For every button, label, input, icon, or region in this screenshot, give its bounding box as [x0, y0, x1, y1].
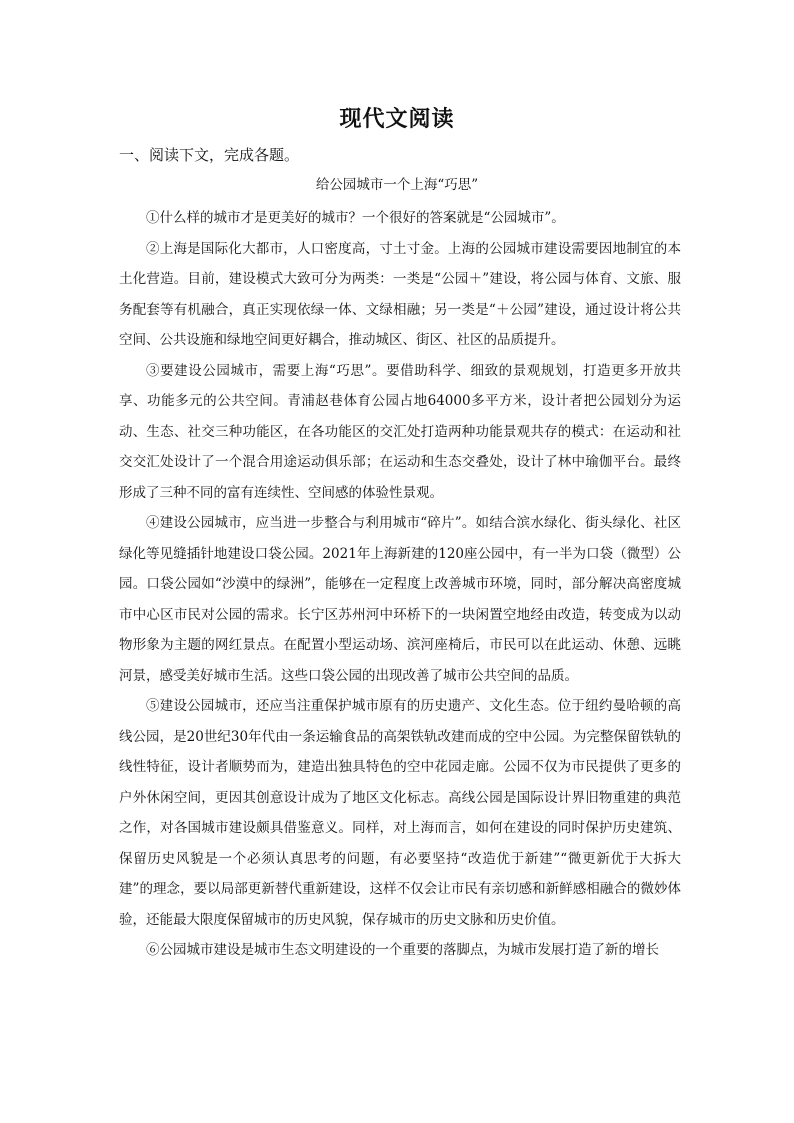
article-title: 给公园城市一个上海“巧思” [315, 177, 479, 193]
paragraph-5: ⑤建设公园城市，还应当注重保护城市原有的历史遗产、文化生态。位于纽约曼哈顿的高线公园，是20世纪30年代由一条运输食品的高架铁轨改建而成的空中公园。为完整保留铁轨的线性特征，设计者顺势而为，建造出独具特色的空中花园走廊。公园不仅为市民提供了更多的户外休闲空间，更因其创意设计成为了地区文化标志。高线公园是国际设计界旧物重建的典范之作，对各国城市建设颇具借鉴意义。同样，对上海而言，如何在建设的同时保护历史建筑、保留历史风貌是一个必须认真思考的问题，有必要坚持“改造优于新建”“微更新优于大拆大建”的理念，要以局部更新替代重新建设，这样不仅会让市民有亲切感和新鲜感相融合的微妙体验，还能最大限度保留城市的历史风貌，保存城市的历史文脉和历史价值。 [119, 698, 681, 928]
paragraph-3: ③要建设公园城市，需要上海“巧思”。要借助科学、细致的景观规划，打造更多开放共享、功能多元的公共空间。青浦赵巷体育公园占地64000多平方米，设计者把公园划分为运动、生态、社交三种功能区，在各功能区的交汇处打造两种功能景观共存的模式：在运动和社交交汇处设计了一个混合用途运动俱乐部；在运动和生态交叠处，设计了林中瑜伽平台。最终形成了三种不同的富有连续性、空间感的体验性景观。 [119, 362, 681, 501]
instruction-text: 一、阅读下文，完成各题。 [119, 146, 300, 164]
paragraph-1: ①什么样的城市才是更美好的城市？一个很好的答案就是“公园城市”。 [146, 210, 565, 226]
paragraph-6: ⑥公园城市建设是城市生态文明建设的一个重要的落脚点，为城市发展打造了新的增长 [146, 942, 659, 958]
paragraph-2: ②上海是国际化大都市，人口密度高，寸土寸金。上海的公园城市建设需要因地制宜的本土化营造。目前，建设模式大致可分为两类：一类是“公园＋”建设，将公园与体育、文旅、服务配套等有机融合，真正实现依绿一体、文绿相融；另一类是“＋公园”建设，通过设计将公共空间、公共设施和绿地空间更好耦合，推动城区、街区、社区的品质提升。 [119, 240, 681, 348]
article-body [119, 203, 681, 966]
page-title: 现代文阅读 [339, 106, 455, 132]
paragraph-4: ④建设公园城市，应当进一步整合与利用城市“碎片”。如结合滨水绿化、街头绿化、社区绿化等见缝插针地建设口袋公园。2021年上海新建的120座公园中，有一半为口袋（微型）公园。口袋公园如“沙漠中的绿洲”，能够在一定程度上改善城市环境，同时，部分解决高密度城市中心区市民对公园的需求。长宁区苏州河中环桥下的一块闲置空地经由改造，转变成为以动物形象为主题的网红景点。在配置小型运动场、滨河座椅后，市民可以在此运动、休憩、远眺河景，感受美好城市生活。这些口袋公园的出现改善了城市公共空间的品质。 [119, 515, 681, 684]
